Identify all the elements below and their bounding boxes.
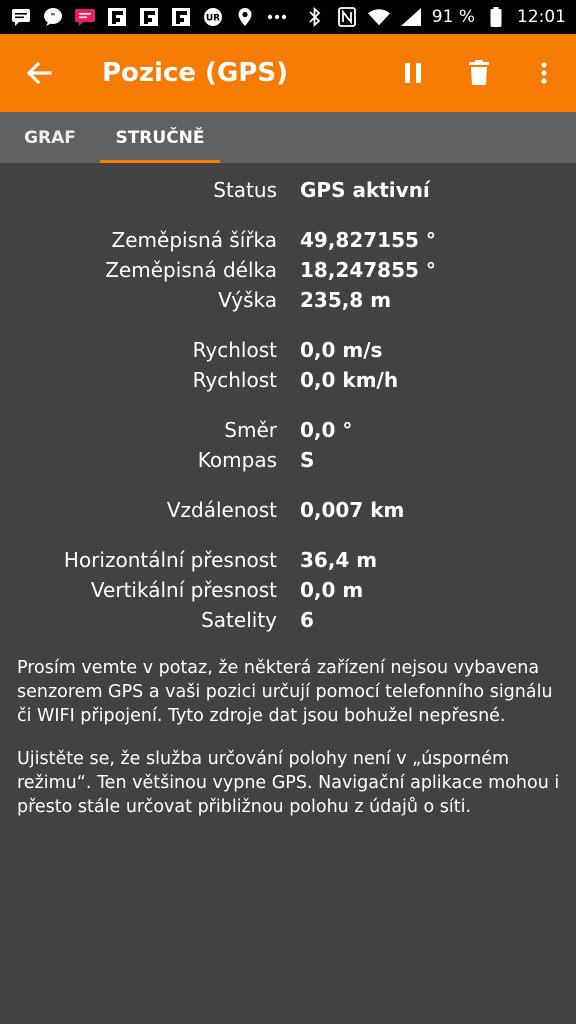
bluetooth-icon xyxy=(304,7,326,27)
overflow-menu-button[interactable] xyxy=(512,34,576,112)
pause-button[interactable] xyxy=(380,34,446,112)
horizontal-accuracy-label: Horizontální přesnost xyxy=(63,548,277,572)
direction-value: 0,0 ° xyxy=(300,418,353,442)
delete-icon xyxy=(469,60,489,86)
back-button[interactable] xyxy=(0,34,78,112)
power-saving-note: Ujistěte se, že služba určování polohy není v „úsporném režimu“. Ten většinou vypne GPS. Navigační aplikace mohou i přesto stále určovat přibližnou polohu z údajů o síti. xyxy=(17,749,560,817)
distance-value: 0,007 km xyxy=(300,498,405,522)
info-row-speed-kmh xyxy=(0,365,576,395)
longitude-label: Zeměpisná délka xyxy=(105,258,277,282)
speed-kmh-value: 0,0 km/h xyxy=(300,368,399,392)
app-bar xyxy=(0,34,576,112)
signal-icon xyxy=(400,7,422,27)
latitude-label: Zeměpisná šířka xyxy=(111,228,277,252)
info-row-longitude xyxy=(0,255,576,285)
more-dots-icon xyxy=(266,7,288,27)
direction-label: Směr xyxy=(224,418,277,442)
satellites-label: Satelity xyxy=(201,608,277,632)
tab-bar xyxy=(0,112,576,163)
clock: 12:01 xyxy=(517,7,566,27)
notification-icons xyxy=(10,7,288,27)
info-row-latitude xyxy=(0,225,576,255)
longitude-value: 18,247855 ° xyxy=(300,258,436,282)
nfc-icon xyxy=(336,7,358,27)
gps-info xyxy=(0,175,576,635)
gps-sensor-note: Prosím vemte v potaz, že některá zařízení nejsou vybavena senzorem GPS a vaši pozici určují pomocí telefonního signálu či WIFI připojení. Tyto zdroje dat jsou bohužel nepřesné. xyxy=(17,658,553,726)
altitude-label: Výška xyxy=(218,288,277,312)
info-row-speed-ms xyxy=(0,335,576,365)
satellites-value: 6 xyxy=(300,608,314,632)
sms-icon xyxy=(74,7,96,27)
delete-button[interactable] xyxy=(446,34,512,112)
status-value: GPS aktivní xyxy=(300,178,430,202)
location-pin-icon xyxy=(234,7,256,27)
overflow-menu-icon xyxy=(540,61,548,85)
system-icons xyxy=(304,7,566,27)
tab-graf[interactable]: GRAF xyxy=(24,127,76,148)
latitude-value: 49,827155 ° xyxy=(300,228,436,252)
status-bar xyxy=(0,0,576,34)
pause-icon xyxy=(404,62,422,84)
info-row-compass xyxy=(0,445,576,475)
speed-ms-label: Rychlost xyxy=(192,338,277,362)
speed-ms-value: 0,0 m/s xyxy=(300,338,383,362)
ur-icon xyxy=(202,7,224,27)
info-row-altitude xyxy=(0,285,576,315)
arrow-back-icon xyxy=(26,61,52,85)
tab-strucne[interactable]: STRUČNĚ xyxy=(100,112,220,163)
info-row-distance xyxy=(0,495,576,525)
altitude-value: 235,8 m xyxy=(300,288,392,312)
info-row-direction xyxy=(0,415,576,445)
svg-text:": " xyxy=(50,12,56,23)
message-icon xyxy=(10,7,32,27)
info-row-satellites xyxy=(0,605,576,635)
status-label: Status xyxy=(213,178,277,202)
distance-label: Vzdálenost xyxy=(166,498,277,522)
flipboard-icon xyxy=(170,7,192,27)
speed-kmh-label: Rychlost xyxy=(192,368,277,392)
vertical-accuracy-value: 0,0 m xyxy=(300,578,364,602)
wifi-icon xyxy=(368,7,390,27)
info-row-status xyxy=(0,175,576,205)
battery-icon xyxy=(485,7,507,27)
info-row-horizontal-accuracy xyxy=(0,545,576,575)
flipboard-icon xyxy=(106,7,128,27)
chat-bubble-icon xyxy=(42,7,64,27)
vertical-accuracy-label: Vertikální přesnost xyxy=(90,578,277,602)
svg-text:UR: UR xyxy=(205,13,221,24)
compass-label: Kompas xyxy=(197,448,277,472)
compass-value: S xyxy=(300,448,315,472)
info-row-vertical-accuracy xyxy=(0,575,576,605)
flipboard-icon xyxy=(138,7,160,27)
horizontal-accuracy-value: 36,4 m xyxy=(300,548,378,572)
page-title: Pozice (GPS) xyxy=(102,58,288,88)
battery-level: 91 % xyxy=(431,7,475,27)
